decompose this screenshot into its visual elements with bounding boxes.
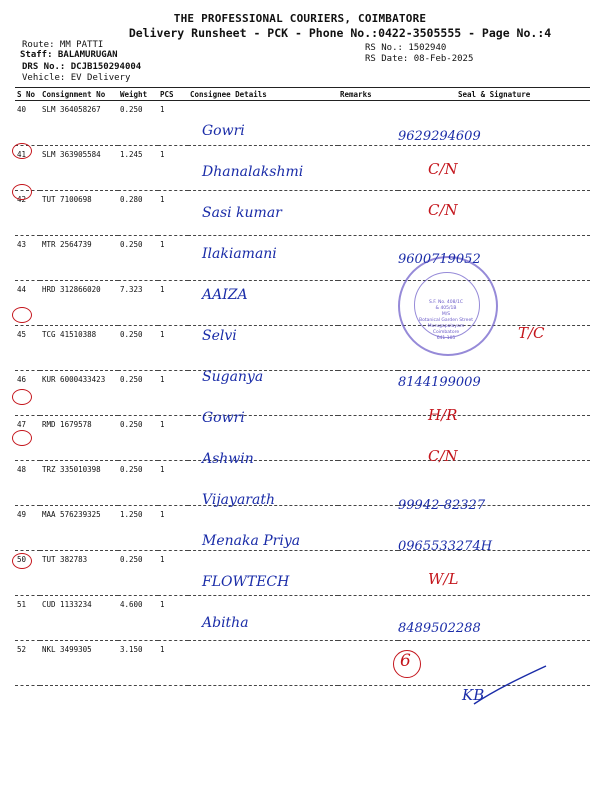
row-weight: 3.150 — [118, 641, 158, 686]
row-pcs: 1 — [158, 416, 188, 461]
sno-circle — [12, 389, 32, 405]
row-weight: 0.250 — [118, 371, 158, 416]
sno-circle — [12, 143, 32, 159]
row-pcs: 1 — [158, 641, 188, 686]
table-row — [15, 596, 590, 641]
row-pcs: 1 — [158, 326, 188, 371]
row-signature — [398, 146, 590, 191]
row-weight: 0.250 — [118, 461, 158, 506]
delivery-remark: C/N — [428, 201, 458, 219]
delivery-remark: C/N — [428, 447, 458, 465]
drs-number: DRS No.: DCJB150294004 — [22, 62, 142, 72]
row-sno: 40 — [15, 101, 40, 146]
row-signature — [398, 191, 590, 236]
row-pcs: 1 — [158, 506, 188, 551]
sno-circle — [12, 307, 32, 323]
row-consignment-no: SLM 364058267 — [40, 101, 118, 146]
row-weight: 4.600 — [118, 596, 158, 641]
delivered-count: 6 — [400, 651, 411, 671]
row-consignment-no: CUD 1133234 — [40, 596, 118, 641]
row-weight: 0.250 — [118, 236, 158, 281]
row-sno: 48 — [15, 461, 40, 506]
row-consignment-no: MTR 2564739 — [40, 236, 118, 281]
table-header-row — [15, 88, 590, 101]
row-remarks — [338, 461, 398, 506]
delivery-remark: T/C — [518, 324, 545, 342]
row-consignment-no: KUR 6000433423 — [40, 371, 118, 416]
row-consignment-no: TUT 382783 — [40, 551, 118, 596]
stamp-line: & 405/1B — [435, 306, 457, 311]
row-remarks — [338, 101, 398, 146]
row-pcs: 1 — [158, 371, 188, 416]
col-consignee: Consignee Details — [188, 88, 338, 101]
table-row — [15, 461, 590, 506]
handwritten-name: Vijayarath — [202, 492, 275, 508]
row-pcs: 1 — [158, 551, 188, 596]
handwritten-phone: 99942-82327 — [398, 498, 486, 513]
row-weight: 0.250 — [118, 101, 158, 146]
table-row — [15, 191, 590, 236]
handwritten-name: AAIZA — [202, 287, 248, 303]
vehicle-label: Vehicle: EV Delivery — [22, 73, 131, 83]
sno-circle — [12, 430, 32, 446]
col-remarks: Remarks — [338, 88, 398, 101]
row-signature — [398, 551, 590, 596]
row-weight: 1.245 — [118, 146, 158, 191]
row-sno: 41 — [15, 146, 40, 191]
handwritten-phone: 9629294609 — [398, 129, 481, 144]
row-consignment-no: TCG 41510388 — [40, 326, 118, 371]
row-consignment-no: NKL 3499305 — [40, 641, 118, 686]
table-row — [15, 371, 590, 416]
row-remarks — [338, 551, 398, 596]
staff-signature: KB — [462, 686, 485, 704]
row-remarks — [338, 371, 398, 416]
handwritten-name: Suganya — [202, 369, 264, 385]
runsheet-title: Delivery Runsheet - PCK - Phone No.:0422-3505555 - Page No.:4 — [128, 26, 552, 40]
row-consignee — [188, 641, 338, 686]
stamp-line: Coimbatore — [432, 330, 460, 335]
col-sno: S No — [15, 88, 40, 101]
col-consignment: Consignment No — [40, 88, 118, 101]
handwritten-name: Sasi kumar — [202, 205, 282, 221]
handwritten-phone: 9600719052 — [398, 252, 481, 267]
delivery-remark: C/N — [428, 160, 458, 178]
row-consignment-no: HRD 312866020 — [40, 281, 118, 326]
row-sno: 45 — [15, 326, 40, 371]
col-signature: Seal & Signature — [398, 88, 590, 101]
handwritten-name: Ilakiamani — [202, 246, 277, 262]
row-pcs: 1 — [158, 596, 188, 641]
handwritten-name: Selvi — [202, 328, 237, 344]
row-signature — [398, 416, 590, 461]
row-sno: 52 — [15, 641, 40, 686]
handwritten-name: Gowri — [202, 123, 245, 139]
row-pcs: 1 — [158, 101, 188, 146]
handwritten-phone: 0965533274H — [398, 539, 493, 554]
sno-circle — [12, 553, 32, 569]
handwritten-name: Ashwin — [202, 451, 254, 467]
table-row — [15, 506, 590, 551]
row-consignment-no: TRZ 335010398 — [40, 461, 118, 506]
row-remarks — [338, 191, 398, 236]
company-title: THE PROFESSIONAL COURIERS, COIMBATORE — [173, 12, 427, 25]
row-weight: 1.250 — [118, 506, 158, 551]
handwritten-phone: 8144199009 — [398, 375, 481, 390]
handwritten-name: Dhanalakshmi — [202, 164, 304, 180]
table-row — [15, 281, 590, 326]
rs-number: RS No.: 1502940 — [365, 43, 447, 53]
row-remarks — [338, 641, 398, 686]
row-sno: 50 — [15, 551, 40, 596]
row-sno: 42 — [15, 191, 40, 236]
signature-stroke — [470, 660, 550, 710]
row-consignment-no: RMD 1679578 — [40, 416, 118, 461]
row-consignment-no: MAA 576239325 — [40, 506, 118, 551]
row-remarks — [338, 281, 398, 326]
stamp-line: S.F. No. 408/1C — [428, 300, 464, 305]
row-weight: 0.250 — [118, 551, 158, 596]
row-weight: 0.280 — [118, 191, 158, 236]
row-pcs: 1 — [158, 191, 188, 236]
row-sno: 49 — [15, 506, 40, 551]
row-weight: 0.250 — [118, 416, 158, 461]
stamp-line: M/S — [441, 312, 451, 317]
row-weight: 7.323 — [118, 281, 158, 326]
row-sno: 44 — [15, 281, 40, 326]
row-consignment-no: TUT 7100698 — [40, 191, 118, 236]
handwritten-name: Abitha — [202, 615, 249, 631]
delivery-remark: H/R — [428, 406, 458, 424]
row-remarks — [338, 236, 398, 281]
table-row — [15, 326, 590, 371]
col-pcs: PCS — [158, 88, 188, 101]
route-label: Route: MM PATTI — [22, 40, 104, 50]
row-remarks — [338, 596, 398, 641]
handwritten-name: Gowri — [202, 410, 245, 426]
row-remarks — [338, 146, 398, 191]
row-pcs: 1 — [158, 146, 188, 191]
delivery-remark: W/L — [428, 570, 459, 588]
row-consignment-no: SLM 363905584 — [40, 146, 118, 191]
rs-date: RS Date: 08-Feb-2025 — [365, 54, 474, 64]
handwritten-name: FLOWTECH — [202, 574, 290, 590]
row-sno: 51 — [15, 596, 40, 641]
row-pcs: 1 — [158, 236, 188, 281]
stamp-text — [418, 300, 474, 342]
row-sno: 46 — [15, 371, 40, 416]
stamp-line: Murugapalayam — [427, 324, 465, 329]
row-pcs: 1 — [158, 281, 188, 326]
col-weight: Weight — [118, 88, 158, 101]
row-sno: 43 — [15, 236, 40, 281]
sno-circle — [12, 184, 32, 200]
row-remarks — [338, 506, 398, 551]
row-remarks — [338, 326, 398, 371]
row-pcs: 1 — [158, 461, 188, 506]
table-row — [15, 416, 590, 461]
row-sno: 47 — [15, 416, 40, 461]
table-row — [15, 236, 590, 281]
row-remarks — [338, 416, 398, 461]
row-weight: 0.250 — [118, 326, 158, 371]
stamp-line: 641 105 — [436, 336, 456, 341]
handwritten-name: Menaka Priya — [202, 533, 301, 549]
stamp-line: Botanical Garden Street — [419, 318, 473, 323]
handwritten-phone: 8489502288 — [398, 621, 481, 636]
staff-label: Staff: BALAMURUGAN — [20, 50, 118, 60]
table-row — [15, 551, 590, 596]
table-row — [15, 101, 590, 146]
